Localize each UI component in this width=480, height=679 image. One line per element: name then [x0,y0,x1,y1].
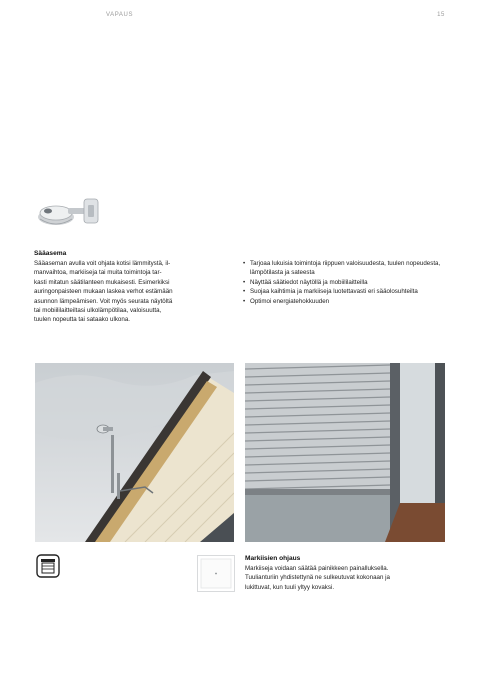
body-line: manvaihtoa, markiiseja tai muita toimintoja tar- [34,269,162,277]
brand-name: VAPAUS [106,12,134,18]
body-line: asunnon lämpeämisen. Voit myös seurata näytöltä [34,297,173,305]
weather-station-body [34,259,234,325]
body-line: Markiiseja voidaan säätää painikkeen painalluksella. [245,565,389,572]
feature-item: • Optimoi energiatehokkuuden [243,297,448,306]
house-photo [35,363,234,542]
page-number: 15 [437,12,445,18]
weather-sensor-image [34,195,104,231]
feature-item: • Näyttää säätiedot näytöllä ja mobiililaitteilla [243,278,448,287]
body-line: tuulen nopeutta tai sataako ulkona. [34,316,130,324]
body-line: auringonpaisteen mukaan laskea verhot estämään [34,288,173,296]
weather-station-title: Sääasema [34,250,67,257]
feature-list [243,259,448,306]
awning-control-body [245,564,450,592]
body-line: Sääaseman avulla voit ohjata kotisi lämmitystä, il- [34,260,171,267]
blind-symbol-icon [36,554,60,578]
body-line: kasti mitatun säätilanteen mukaisesti. Esimerkiksi [34,278,170,286]
feature-item: • Suojaa kaihtimia ja markiiseja luotettavasti eri sääolosuhteilta [243,287,448,296]
body-line: tai mobiililaitteiltasi ulkolämpötilaa, valoisuutta, [34,307,162,315]
wall-switch-image [197,555,235,592]
body-line: Tuulianturiin yhdistettynä ne sulkeutuvat kokonaan ja [245,574,390,582]
body-line: lukittuvat, kun tuuli yltyy kovaksi. [245,583,335,591]
awning-control-title: Markiisien ohjaus [245,555,301,562]
feature-item: • Tarjoaa lukuisia toimintoja riippuen valoisuudesta, tuulen nopeudesta, lämpötilasta ja sateesta [243,259,448,278]
blinds-photo [245,363,445,542]
